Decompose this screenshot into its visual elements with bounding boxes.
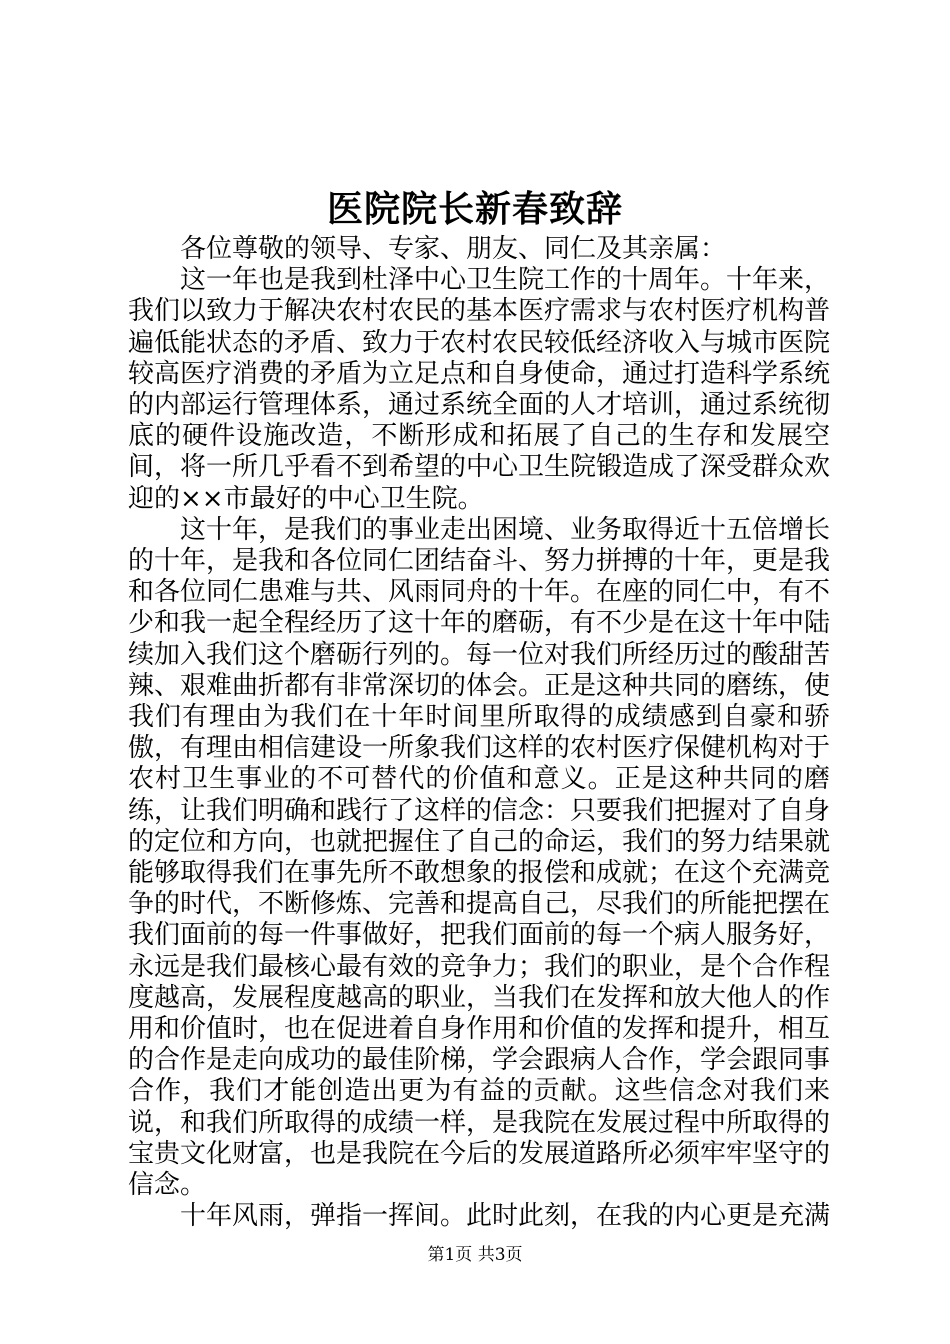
document-body bbox=[128, 234, 830, 1233]
body-paragraph: 这十年，是我们的事业走出困境、业务取得近十五倍增长的十年，是我和各位同仁团结奋斗、努力拼搏的十年，更是我和各位同仁患难与共、风雨同舟的十年。在座的同仁中，有不少和我一起全程经历了这十年的磨砺，有不少是在这十年中陆续加入我们这个磨砺行列的。每一位对我们所经历过的酸甜苦辣、艰难曲折都有非常深切的体会。正是这种共同的磨练，使我们有理由为我们在十年时间里所取得的成绩感到自豪和骄傲，有理由相信建设一所象我们这样的农村医疗保健机构对于农村卫生事业的不可替代的价值和意义。正是这种共同的磨练，让我们明确和践行了这样的信念：只要我们把握对了自身的定位和方向，也就把握住了自己的命运，我们的努力结果就能够取得我们在事先所不敢想象的报偿和成就；在这个充满竞争的时代，不断修炼、完善和提高自己，尽我们的所能把摆在我们面前的每一件事做好，把我们面前的每一个病人服务好，永远是我们最核心最有效的竞争力；我们的职业，是个合作程度越高，发展程度越高的职业，当我们在发挥和放大他人的作用和价值时，也在促进着自身作用和价值的发挥和提升，相互的合作是走向成功的最佳阶梯，学会跟病人合作，学会跟同事合作，我们才能创造出更为有益的贡献。这些信念对我们来说，和我们所取得的成绩一样，是我院在发展过程中所取得的宝贵文化财富，也是我院在今后的发展道路所必须牢牢坚守的信念。 bbox=[128, 514, 831, 1201]
salutation-paragraph: 各位尊敬的领导、专家、朋友、同仁及其亲属： bbox=[180, 234, 727, 264]
document-title: 医院院长新春致辞 bbox=[326, 188, 623, 230]
body-paragraph: 这一年也是我到杜泽中心卫生院工作的十周年。十年来，我们以致力于解决农村农民的基本医疗需求与农村医疗机构普遍低能状态的矛盾、致力于农村农民较低经济收入与城市医院较高医疗消费的矛盾为立足点和自身使命，通过打造科学系统的内部运行管理体系，通过系统全面的人才培训，通过系统彻底的硬件设施改造，不断形成和拓展了自己的生存和发展空间，将一所几乎看不到希望的中心卫生院锻造成了深受群众欢迎的××市最好的中心卫生院。 bbox=[128, 265, 831, 514]
page-number-footer: 第1页 共3页 bbox=[427, 1245, 523, 1265]
body-paragraph: 十年风雨，弹指一挥间。此时此刻，在我的内心更是充满 bbox=[180, 1201, 831, 1232]
